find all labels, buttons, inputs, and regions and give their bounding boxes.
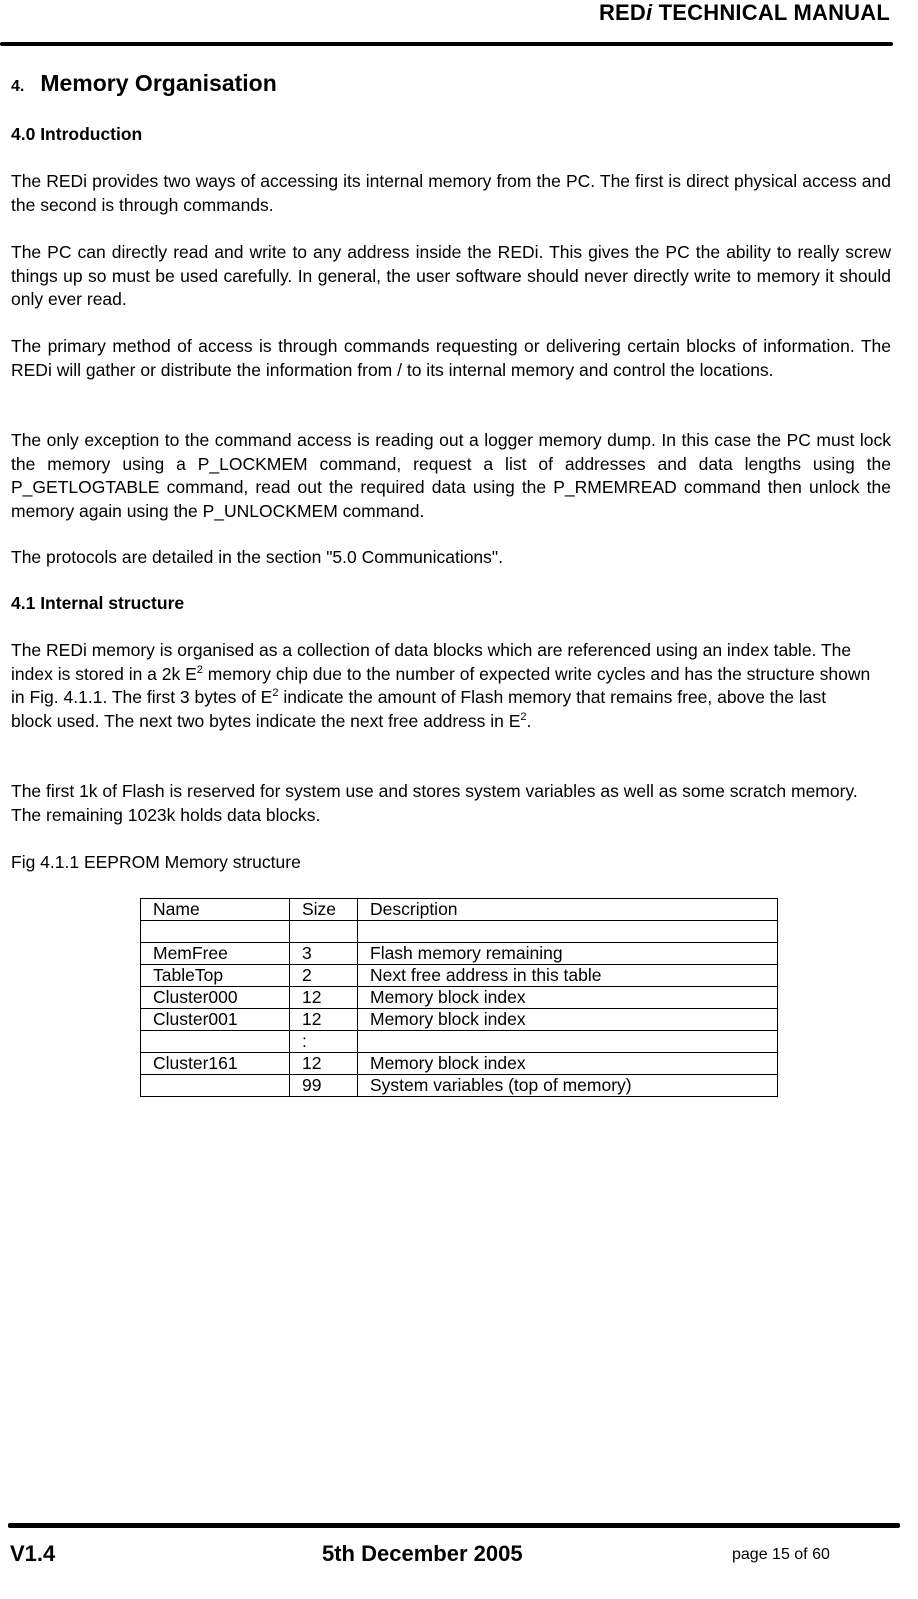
table-cell: Cluster001 [141, 1009, 290, 1031]
p1-part-c: indicate the amount of Flash memory that remains free, above the last block used. The next two bytes indicate the next free address in E [11, 687, 827, 731]
table-cell [358, 921, 778, 943]
p1-part-a: The REDi memory is organised as a collection of data blocks which are referenced using an index table. The index is stored in a 2k E [11, 640, 852, 684]
table-cell: Cluster000 [141, 987, 290, 1009]
table-cell [290, 921, 358, 943]
table-cell: 12 [290, 1053, 358, 1075]
figure-caption: Fig 4.1.1 EEPROM Memory structure [11, 852, 301, 872]
table-cell: 12 [290, 987, 358, 1009]
table-row [141, 1053, 778, 1075]
table-cell: System variables (top of memory) [358, 1075, 778, 1097]
internal-structure-heading: 4.1 Internal structure [11, 593, 185, 613]
table-header-cell: Size [290, 899, 358, 921]
table-cell: Flash memory remaining [358, 943, 778, 965]
table-cell: Memory block index [358, 1053, 778, 1075]
intro-paragraph-4: The only exception to the command access is reading out a logger memory dump. In this case the PC must lock the memory using a P_LOCKMEM command, request a list of addresses and data lengths using the P_GETLOGTABLE command, read out the required data using the P_RMEMREAD command then unlock the memory again using the P_UNLOCKMEM command. [11, 430, 891, 521]
section-heading [11, 70, 277, 97]
table-cell: Cluster161 [141, 1053, 290, 1075]
table-cell: Memory block index [358, 1009, 778, 1031]
table-cell: 12 [290, 1009, 358, 1031]
section-number: 4. [11, 78, 25, 95]
table-cell: Next free address in this table [358, 965, 778, 987]
table-row [141, 965, 778, 987]
table-cell: : [290, 1031, 358, 1053]
intro-paragraph-3: The primary method of access is through commands requesting or delivering certain blocks of information. The REDi will gather or distribute the information from / to its internal memory and control the locations. [11, 336, 891, 380]
table-row [141, 1009, 778, 1031]
superscript-2c: 2 [520, 710, 527, 723]
superscript-2a: 2 [196, 663, 203, 676]
document-header-title [599, 0, 890, 26]
p1-part-b: memory chip due to the number of expected write cycles and has the structure shown in Fig. 4.1.1. The first 3 bytes of E [11, 663, 871, 707]
intro-paragraph-5: The protocols are detailed in the section "5.0 Communications". [11, 547, 503, 567]
header-rule [0, 42, 893, 46]
table-cell: 99 [290, 1075, 358, 1097]
table-header-cell: Name [141, 899, 290, 921]
eeprom-memory-table [140, 898, 778, 1097]
section-title: Memory Organisation [40, 70, 277, 96]
footer-date: 5th December 2005 [322, 1541, 523, 1566]
table-header-cell: Description [358, 899, 778, 921]
intro-paragraph-1: The REDi provides two ways of accessing its internal memory from the PC. The first is direct physical access and the second is through commands. [11, 171, 891, 215]
table-header-row [141, 899, 778, 921]
table-cell: 3 [290, 943, 358, 965]
table-row [141, 1075, 778, 1097]
table-cell [141, 921, 290, 943]
header-title-prefix: RED [598, 0, 647, 25]
table-cell: Memory block index [358, 987, 778, 1009]
table-row [141, 1031, 778, 1053]
header-title-italic: i [646, 0, 653, 25]
table-cell: 2 [290, 965, 358, 987]
footer-version: V1.4 [10, 1541, 56, 1566]
p1-part-d: . [526, 710, 532, 731]
table-row [141, 943, 778, 965]
table-row [141, 987, 778, 1009]
internal-structure-paragraph-1 [11, 639, 871, 733]
table-cell [141, 1031, 290, 1053]
intro-paragraph-2: The PC can directly read and write to any address inside the REDi. This gives the PC the ability to really screw things up so must be used carefully. In general, the user software should never directly write to memory it should only ever read. [11, 242, 891, 309]
intro-heading: 4.0 Introduction [11, 124, 143, 144]
footer-rule [8, 1523, 900, 1528]
table-cell [141, 1075, 290, 1097]
table-cell: TableTop [141, 965, 290, 987]
header-title-suffix: TECHNICAL MANUAL [652, 0, 890, 25]
table-cell: MemFree [141, 943, 290, 965]
table-cell [358, 1031, 778, 1053]
table-row [141, 921, 778, 943]
footer-page-number: page 15 of 60 [732, 1546, 830, 1563]
internal-structure-paragraph-2: The first 1k of Flash is reserved for system use and stores system variables as well as some scratch memory. The remaining 1023k holds data blocks. [11, 781, 858, 825]
superscript-2b: 2 [272, 687, 279, 700]
